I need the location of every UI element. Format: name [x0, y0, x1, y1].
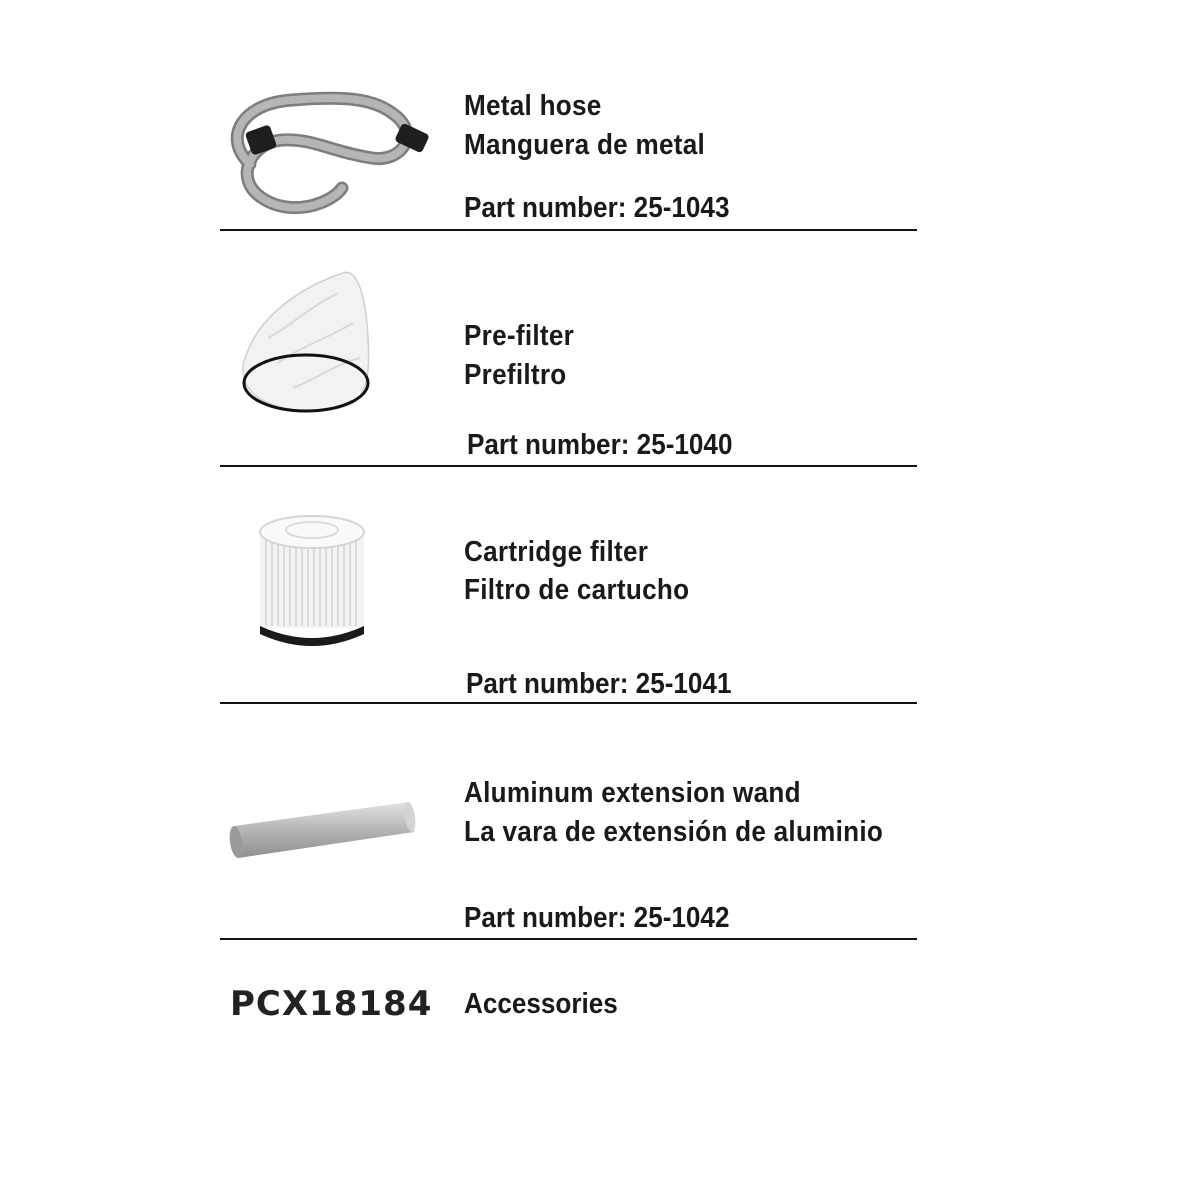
model-number: PCX18184: [230, 984, 433, 1024]
extension-wand-icon: [226, 800, 418, 862]
part-number: Part number: 25-1043: [464, 192, 730, 224]
item-name-es: Prefiltro: [464, 359, 567, 391]
divider: [220, 229, 917, 231]
item-name-en: Pre-filter: [464, 320, 575, 352]
pre-filter-icon: [238, 268, 378, 416]
part-number: Part number: 25-1040: [467, 429, 733, 461]
item-name-es: Filtro de cartucho: [464, 574, 690, 606]
divider: [220, 702, 917, 704]
divider: [220, 465, 917, 467]
divider: [220, 938, 917, 940]
cartridge-filter-icon: [256, 512, 368, 648]
item-name-en: Cartridge filter: [464, 536, 649, 568]
item-name-en: Metal hose: [464, 90, 602, 122]
item-name-es: La vara de extensión de aluminio: [464, 816, 884, 848]
part-number: Part number: 25-1042: [464, 902, 730, 934]
part-number: Part number: 25-1041: [466, 668, 732, 700]
accessories-label: Accessories: [464, 988, 618, 1020]
item-name-en: Aluminum extension wand: [464, 777, 801, 809]
hose-icon: [222, 78, 437, 223]
item-name-es: Manguera de metal: [464, 129, 706, 161]
